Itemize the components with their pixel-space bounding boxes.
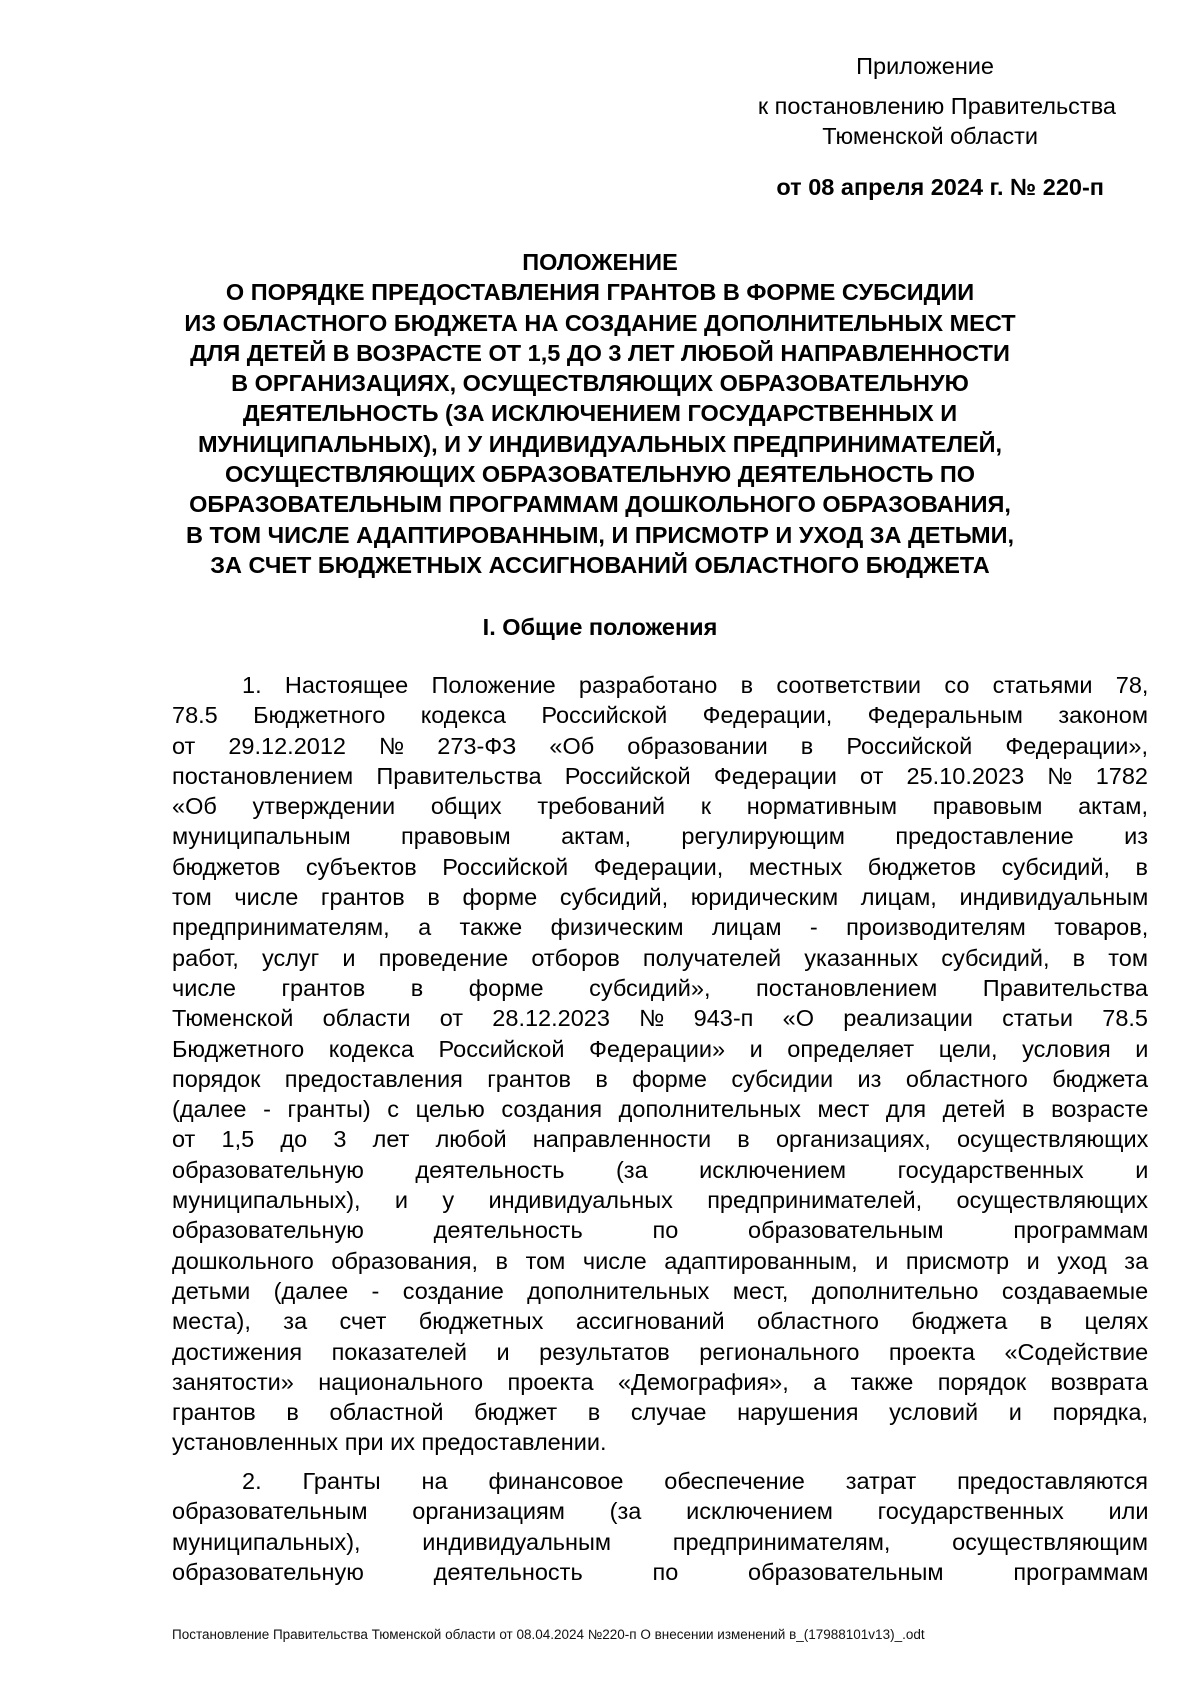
paragraph-line: муниципальным правовым актам, регулирующим предоставление из — [172, 823, 1148, 850]
title-line: ДЛЯ ДЕТЕЙ В ВОЗРАСТЕ ОТ 1,5 ДО 3 ЛЕТ ЛЮБОЙ НАПРАВЛЕННОСТИ — [190, 339, 1010, 366]
paragraph-1 — [172, 670, 1148, 1458]
paragraph-line: образовательную деятельность по образовательным программам — [172, 1217, 1149, 1244]
paragraph-line: том числе грантов в форме субсидий, юридическим лицам, индивидуальным — [172, 884, 1149, 911]
paragraph-line: от 1,5 до 3 лет любой направленности в организациях, осуществляющих — [172, 1126, 1149, 1153]
paragraph-line: образовательную деятельность по образовательным программам — [172, 1558, 1149, 1585]
title-line: ДЕЯТЕЛЬНОСТЬ (ЗА ИСКЛЮЧЕНИЕМ ГОСУДАРСТВЕННЫХ И — [242, 400, 958, 427]
paragraph-line: 78.5 Бюджетного кодекса Российской Федерации, Федеральным законом — [172, 702, 1148, 729]
paragraph-2 — [172, 1466, 1148, 1587]
paragraph-line: предпринимателям, а также физическим лицам - производителям товаров, — [172, 914, 1149, 941]
title-line: МУНИЦИПАЛЬНЫХ), И У ИНДИВИДУАЛЬНЫХ ПРЕДПРИНИМАТЕЛЕЙ, — [197, 430, 1003, 457]
paragraph-line: 2. Гранты на финансовое обеспечение затрат предоставляются — [242, 1468, 1148, 1494]
title-line: ЗА СЧЕТ БЮДЖЕТНЫХ АССИГНОВАНИЙ ОБЛАСТНОГО БЮДЖЕТА — [210, 551, 990, 578]
paragraph-line: муниципальных), и у индивидуальных предпринимателей, осуществляющих — [172, 1187, 1148, 1214]
title-line: О ПОРЯДКЕ ПРЕДОСТАВЛЕНИЯ ГРАНТОВ В ФОРМЕ СУБСИДИИ — [225, 279, 975, 306]
page-footer: Постановление Правительства Тюменской области от 08.04.2024 №220-п О внесении изменений в_(17988101v13)_.odt — [172, 1627, 925, 1642]
paragraph-line: образовательным организациям (за исключением государственных или — [172, 1498, 1149, 1525]
paragraph-line: числе грантов в форме субсидий», постановлением Правительства — [172, 974, 1148, 1001]
appendix-label: Приложение — [856, 53, 994, 79]
paragraph-line: дошкольного образования, в том числе адаптированным, и присмотр и уход за — [172, 1247, 1149, 1274]
paragraph-line: от 29.12.2012 № 273-ФЗ «Об образовании в Российской Федерации», — [172, 732, 1148, 759]
appendix-region: Тюменской области — [822, 123, 1038, 149]
section-heading: I. Общие положения — [482, 614, 718, 640]
paragraph-line: установленных при их предоставлении. — [172, 1429, 607, 1456]
paragraph-line: детьми (далее - создание дополнительных мест, дополнительно создаваемые — [172, 1277, 1149, 1304]
paragraph-line: образовательную деятельность (за исключением государственных и — [172, 1156, 1149, 1183]
title-line: В ОРГАНИЗАЦИЯХ, ОСУЩЕСТВЛЯЮЩИХ ОБРАЗОВАТЕЛЬНУЮ — [231, 370, 969, 397]
paragraph-line: достижения показателей и результатов регионального проекта «Содействие — [172, 1338, 1149, 1365]
appendix-date-number: от 08 апреля 2024 г. № 220-п — [776, 174, 1104, 200]
paragraph-line: муниципальных), индивидуальным предпринимателям, осуществляющим — [172, 1528, 1148, 1555]
title-line: ИЗ ОБЛАСТНОГО БЮДЖЕТА НА СОЗДАНИЕ ДОПОЛНИТЕЛЬНЫХ МЕСТ — [184, 309, 1016, 336]
paragraph-line: порядок предоставления грантов в форме субсидии из областного бюджета — [172, 1065, 1149, 1092]
paragraph-line: 1. Настоящее Положение разработано в соответствии со статьями 78, — [242, 672, 1149, 698]
title-line: ОСУЩЕСТВЛЯЮЩИХ ОБРАЗОВАТЕЛЬНУЮ ДЕЯТЕЛЬНОСТЬ ПО — [224, 461, 976, 488]
paragraph-line: (далее - гранты) с целью создания дополнительных мест для детей в возрасте — [172, 1096, 1149, 1123]
paragraph-line: работ, услуг и проведение отборов получателей указанных субсидий, в том — [172, 944, 1148, 971]
paragraph-line: бюджетов субъектов Российской Федерации, местных бюджетов субсидий, в — [172, 853, 1148, 880]
paragraph-line: места), за счет бюджетных ассигнований областного бюджета в целях — [172, 1308, 1149, 1335]
paragraph-line: занятости» национального проекта «Демография», а также порядок возврата — [172, 1368, 1148, 1395]
paragraph-line: грантов в областной бюджет в случае нарушения условий и порядка, — [172, 1399, 1148, 1426]
paragraph-line: Бюджетного кодекса Российской Федерации» и определяет цели, условия и — [172, 1035, 1149, 1062]
title-line: ОБРАЗОВАТЕЛЬНЫМ ПРОГРАММАМ ДОШКОЛЬНОГО ОБРАЗОВАНИЯ, — [189, 491, 1011, 518]
paragraph-line: «Об утверждении общих требований к нормативным правовым актам, — [172, 793, 1148, 820]
title-line: ПОЛОЖЕНИЕ — [522, 249, 678, 275]
appendix-resolution-ref: к постановлению Правительства — [757, 93, 1116, 119]
document-title — [150, 247, 1050, 580]
paragraph-line: постановлением Правительства Российской Федерации от 25.10.2023 № 1782 — [172, 762, 1148, 789]
title-line: В ТОМ ЧИСЛЕ АДАПТИРОВАННЫМ, И ПРИСМОТР И УХОД ЗА ДЕТЬМИ, — [185, 521, 1015, 548]
paragraph-line: Тюменской области от 28.12.2023 № 943-п «О реализации статьи 78.5 — [172, 1005, 1148, 1032]
